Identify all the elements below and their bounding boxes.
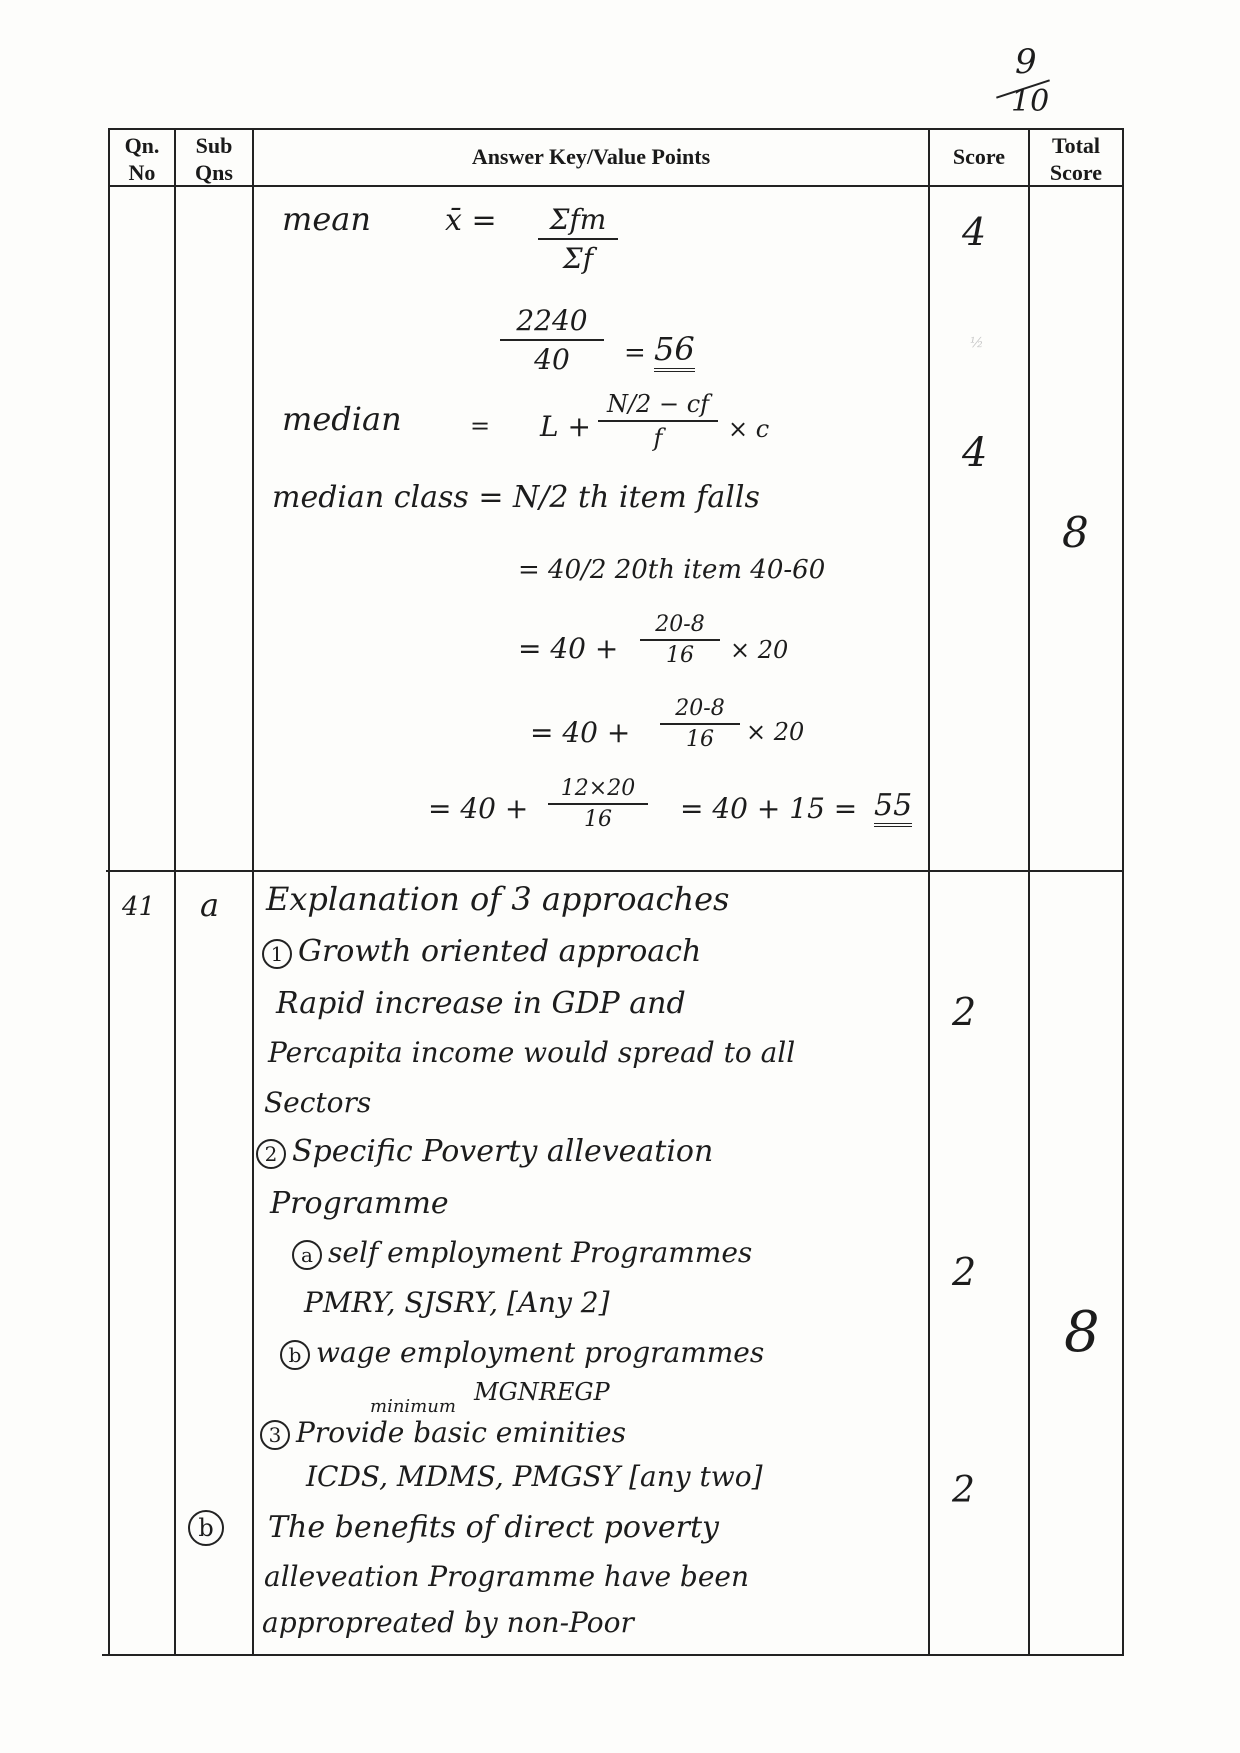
- col-border-left: [108, 128, 110, 1656]
- total-mark-denominator: 10: [1011, 84, 1050, 119]
- median-step-1: = 40/2 20th item 40-60: [518, 555, 826, 585]
- mean-calc-num: 2240: [516, 304, 588, 337]
- circled-letter-a: a: [292, 1240, 322, 1270]
- median-step-2-fraction: [640, 612, 720, 668]
- approaches-heading: Explanation of 3 approaches: [266, 880, 730, 918]
- mean-formula-den: Σf: [562, 242, 594, 275]
- header-sub-qns: Sub Qns: [195, 133, 233, 185]
- part-b-line-1: The benefits of direct poverty: [268, 1510, 719, 1545]
- median-result: 55: [874, 788, 912, 827]
- mean-result: 56: [654, 330, 695, 372]
- median-l-plus: L +: [540, 410, 591, 443]
- inserted-scheme-mgnrega: MGNREGP: [474, 1378, 610, 1406]
- part-b-line-2: alleveation Programme have been: [264, 1560, 750, 1593]
- circled-number-2: 2: [256, 1139, 286, 1169]
- point-1-title: [262, 934, 701, 969]
- inserted-word-minimum: minimum: [370, 1396, 456, 1417]
- point-2-title-line-2: Programme: [270, 1186, 449, 1221]
- fraction-bar: [538, 238, 618, 240]
- mean-calc-den: 40: [534, 343, 570, 376]
- median-times-c: × c: [728, 415, 770, 443]
- median-step-4-lead: = 40 +: [428, 792, 529, 825]
- fraction-bar: [548, 803, 648, 805]
- point-1-line-1: Rapid increase in GDP and: [276, 986, 686, 1021]
- point-1-line-3: Sectors: [264, 1086, 372, 1119]
- col-border-answer: [928, 128, 930, 1656]
- point-2a-title: [292, 1236, 752, 1270]
- table-bottom-border: [102, 1654, 1124, 1656]
- circled-number-3: 3: [260, 1420, 290, 1450]
- question-number-41: 41: [122, 892, 156, 922]
- median-formula: [598, 390, 718, 452]
- median-step-3-num: 20-8: [675, 696, 725, 721]
- median-step-3-den: 16: [686, 727, 714, 752]
- median-equals: =: [470, 412, 491, 440]
- score-point-1: 2: [952, 990, 977, 1034]
- col-border-right: [1122, 128, 1124, 1656]
- point-2a-detail: PMRY, SJSRY, [Any 2]: [304, 1286, 610, 1319]
- median-step-4-num: 12×20: [560, 776, 636, 801]
- col-border-sub: [252, 128, 254, 1656]
- table-top-border: [108, 128, 1124, 130]
- point-2-title: [256, 1134, 713, 1169]
- score-mean: 4: [962, 210, 987, 254]
- sub-question-b: b: [188, 1510, 224, 1546]
- point-1-title-text: Growth oriented approach: [298, 934, 702, 969]
- median-step-2-lead: = 40 +: [518, 632, 619, 665]
- header-answer-key: Answer Key/Value Points: [471, 144, 711, 169]
- point-3-title: [260, 1416, 626, 1450]
- median-step-2-num: 20-8: [655, 612, 705, 637]
- header-total-score: Total Score: [1049, 133, 1103, 185]
- mean-symbol: x̄ =: [445, 203, 497, 238]
- total-score-section-1: 8: [1062, 508, 1089, 557]
- score-faint-mark: ½: [970, 335, 984, 351]
- score-point-2: 2: [952, 1250, 977, 1294]
- mean-formula: [538, 203, 618, 275]
- total-mark-numerator: 9: [1015, 42, 1037, 82]
- score-median: 4: [962, 430, 988, 476]
- total-score-section-2: 8: [1064, 1300, 1100, 1365]
- circled-number-1: 1: [262, 939, 292, 969]
- median-formula-den: f: [653, 424, 663, 452]
- median-step-2-den: 16: [666, 643, 694, 668]
- score-point-3: 2: [952, 1470, 975, 1511]
- point-3-detail: ICDS, MDMS, PMGSY [any two]: [306, 1460, 763, 1493]
- part-b-line-3: appropreated by non-Poor: [262, 1606, 634, 1639]
- circled-letter-b: b: [280, 1340, 310, 1370]
- median-step-2-tail: × 20: [730, 636, 789, 664]
- header-bottom-border: [108, 185, 1124, 187]
- median-step-3-lead: = 40 +: [530, 716, 631, 749]
- mean-label: mean: [282, 200, 371, 238]
- fraction-bar: [640, 639, 720, 641]
- median-formula-num: N/2 − cf: [606, 390, 710, 418]
- fraction-bar: [660, 723, 740, 725]
- median-step-4-tail: = 40 + 15 =: [680, 792, 858, 825]
- col-border-qn: [174, 128, 176, 1656]
- header-score: Score: [952, 144, 1006, 169]
- fraction-bar: [500, 339, 604, 341]
- median-step-4-fraction: [548, 776, 648, 832]
- row-divider: [106, 870, 1124, 872]
- header-qn-no: Qn. No: [124, 133, 160, 185]
- total-mark: [985, 40, 1065, 120]
- mean-formula-num: Σfm: [549, 203, 607, 236]
- point-2b-title: [280, 1336, 764, 1370]
- point-2-title-text: Specific Poverty alleveation: [292, 1134, 714, 1169]
- mean-calculation: [500, 304, 604, 376]
- median-class-line: median class = N/2 th item falls: [272, 480, 760, 515]
- point-1-line-2: Percapita income would spread to all: [268, 1036, 796, 1069]
- fraction-bar: [598, 420, 718, 422]
- sub-question-a: a: [200, 886, 220, 924]
- median-step-3-tail: × 20: [746, 718, 805, 746]
- point-2a-title-text: self employment Programmes: [328, 1236, 753, 1269]
- col-border-score: [1028, 128, 1030, 1656]
- point-2b-title-text: wage employment programmes: [316, 1336, 765, 1369]
- median-label: median: [282, 400, 402, 438]
- point-3-title-text: Provide basic eminities: [296, 1416, 626, 1449]
- median-step-3-fraction: [660, 696, 740, 752]
- mean-result-equals: =: [624, 338, 646, 368]
- median-step-4-den: 16: [584, 807, 612, 832]
